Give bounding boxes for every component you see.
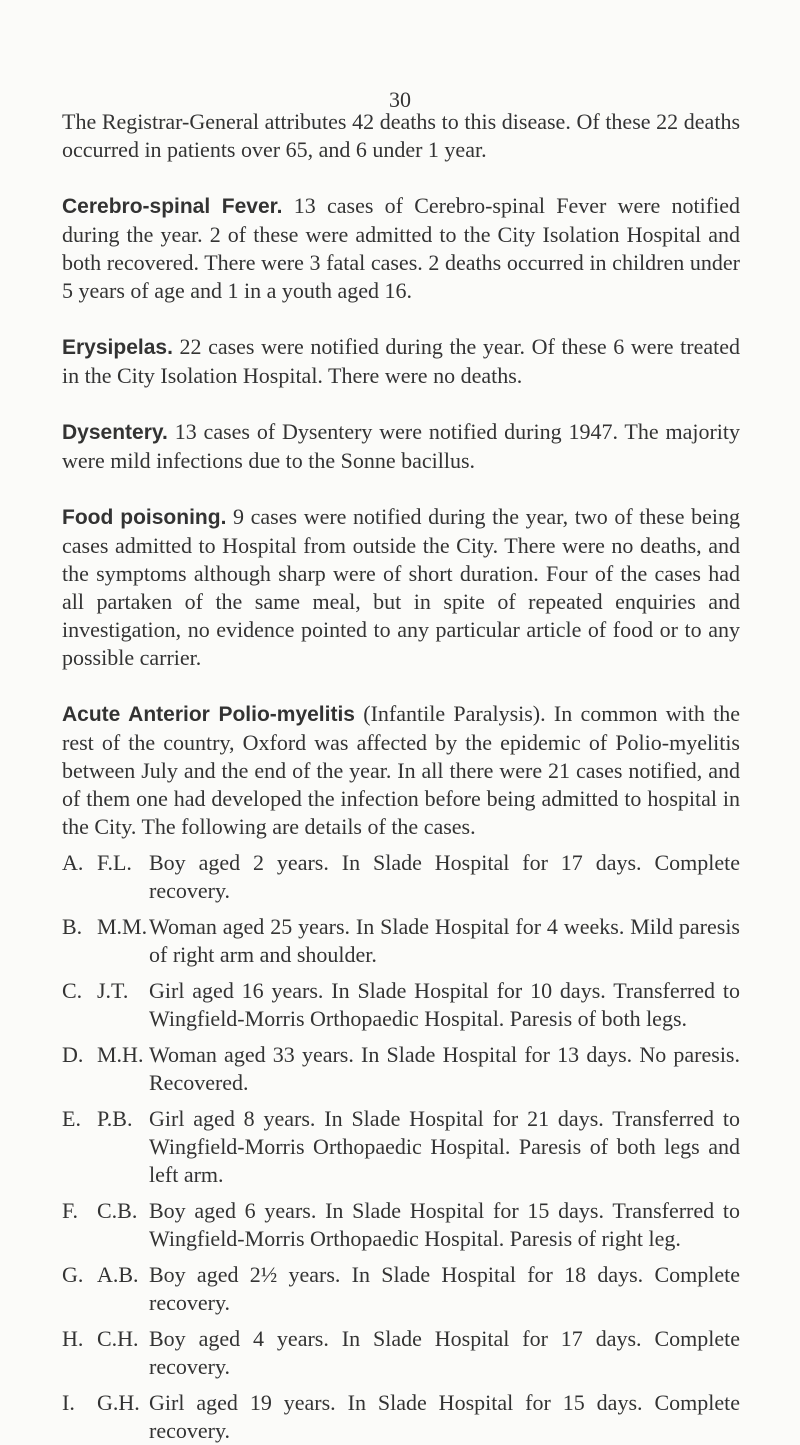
case-text xyxy=(97,977,740,1033)
case-text xyxy=(97,1261,740,1317)
case-item xyxy=(62,1041,740,1097)
case-text xyxy=(97,913,740,969)
case-letter: D. xyxy=(62,1042,84,1067)
case-initials: G.H. xyxy=(97,1390,140,1415)
section-heading: Dysentery. xyxy=(62,421,168,444)
section-cerebro-spinal-fever xyxy=(62,192,740,305)
case-initials: F.L. xyxy=(97,850,132,875)
case-details: Girl aged 8 years. In Slade Hospital for 21 days. Transferred to Wingfield-Morris Orthopaedic Hospital. Paresis of both legs and left arm. xyxy=(149,1106,740,1187)
document-body xyxy=(62,84,740,1445)
case-details: Boy aged 2½ years. In Slade Hospital for 18 days. Complete recovery. xyxy=(149,1262,740,1315)
case-details: Woman aged 25 years. In Slade Hospital for 4 weeks. Mild paresis of right arm and shoulder. xyxy=(149,914,740,967)
case-letter: G. xyxy=(62,1262,84,1287)
section-text: 13 cases of Dysentery were notified during 1947. The majority were mild infections due to the Sonne bacillus. xyxy=(62,419,740,473)
case-letter: E. xyxy=(62,1106,81,1131)
case-text xyxy=(97,1041,740,1097)
case-initials: C.H. xyxy=(97,1326,139,1351)
page-number: 30 xyxy=(389,87,411,112)
section-dysentery xyxy=(62,418,740,475)
section-text: 13 cases of Cerebro-spinal Fever were notified during the year. 2 of these were admitted to the City Isolation Hospital and both recovered. There were 3 fatal cases. 2 deaths occurred in children under 5 years of age and 1 in a youth aged 16. xyxy=(62,193,740,303)
section-erysipelas xyxy=(62,333,740,390)
case-initials: J.T. xyxy=(97,978,129,1003)
case-letter: F. xyxy=(62,1198,78,1223)
section-text: (Infantile Paralysis). In common with the rest of the country, Oxford was affected by the epidemic of Polio-myelitis between July and the end of the year. In all there were 21 cases notified, and of them one had developed the infection before being admitted to hospital in the City. The following are details of the cases. xyxy=(62,701,741,839)
section-heading: Erysipelas. xyxy=(62,336,173,359)
case-details: Boy aged 4 years. In Slade Hospital for 17 days. Complete recovery. xyxy=(149,1326,740,1379)
case-letter: B. xyxy=(62,914,83,939)
case-item xyxy=(62,849,740,905)
intro-paragraph: The Registrar-General attributes 42 deaths to this disease. Of these 22 deaths occurred in patients over 65, and 6 under 1 year. xyxy=(62,109,740,162)
section-food-poisoning xyxy=(62,503,740,672)
case-item xyxy=(62,1389,740,1445)
case-initials: C.B. xyxy=(97,1198,138,1223)
section-text: 22 cases were notified during the year. Of these 6 were treated in the City Isolation Hospital. There were no deaths. xyxy=(62,334,740,388)
section-heading: Food poisoning. xyxy=(62,506,227,529)
case-text xyxy=(97,1325,740,1381)
case-text xyxy=(97,849,740,905)
case-item xyxy=(62,1261,740,1317)
case-letter: H. xyxy=(62,1326,84,1351)
case-item xyxy=(62,913,740,969)
case-details: Woman aged 33 years. In Slade Hospital for 13 days. No paresis. Recovered. xyxy=(149,1042,740,1095)
case-details: Boy aged 6 years. In Slade Hospital for 15 days. Transferred to Wingfield-Morris Orthopaedic Hospital. Paresis of right leg. xyxy=(149,1198,740,1251)
case-details: Boy aged 2 years. In Slade Hospital for 17 days. Complete recovery. xyxy=(149,850,740,903)
case-initials: P.B. xyxy=(97,1106,133,1131)
case-text xyxy=(97,1197,740,1253)
case-details: Girl aged 19 years. In Slade Hospital for 15 days. Complete recovery. xyxy=(149,1390,740,1443)
section-heading: Cerebro-spinal Fever. xyxy=(62,195,283,218)
case-item xyxy=(62,1105,740,1189)
case-letter: I. xyxy=(62,1390,75,1415)
case-letter: A. xyxy=(62,850,84,875)
section-heading: Acute Anterior Polio-myelitis xyxy=(62,703,355,726)
case-initials: A.B. xyxy=(97,1262,139,1287)
case-item xyxy=(62,977,740,1033)
case-initials: M.H. xyxy=(97,1042,144,1067)
case-text xyxy=(97,1389,740,1445)
section-polio-myelitis xyxy=(62,700,740,841)
case-letter: C. xyxy=(62,978,83,1003)
case-item xyxy=(62,1197,740,1253)
case-list xyxy=(62,849,740,1445)
section-text: 9 cases were notified during the year, two of these being cases admitted to Hospital from outside the City. There were no deaths, and the symptoms although sharp were of short duration. Four of the cases had all partaken of the same meal, but in spite of repeated enquiries and investigation, no evidence pointed to any particular article of food or to any possible carrier. xyxy=(62,504,740,670)
case-details: Girl aged 16 years. In Slade Hospital for 10 days. Transferred to Wingfield-Morris Orthopaedic Hospital. Paresis of both legs. xyxy=(149,978,740,1031)
case-item xyxy=(62,1325,740,1381)
case-initials: M.M. xyxy=(97,914,148,939)
case-text xyxy=(97,1105,740,1189)
